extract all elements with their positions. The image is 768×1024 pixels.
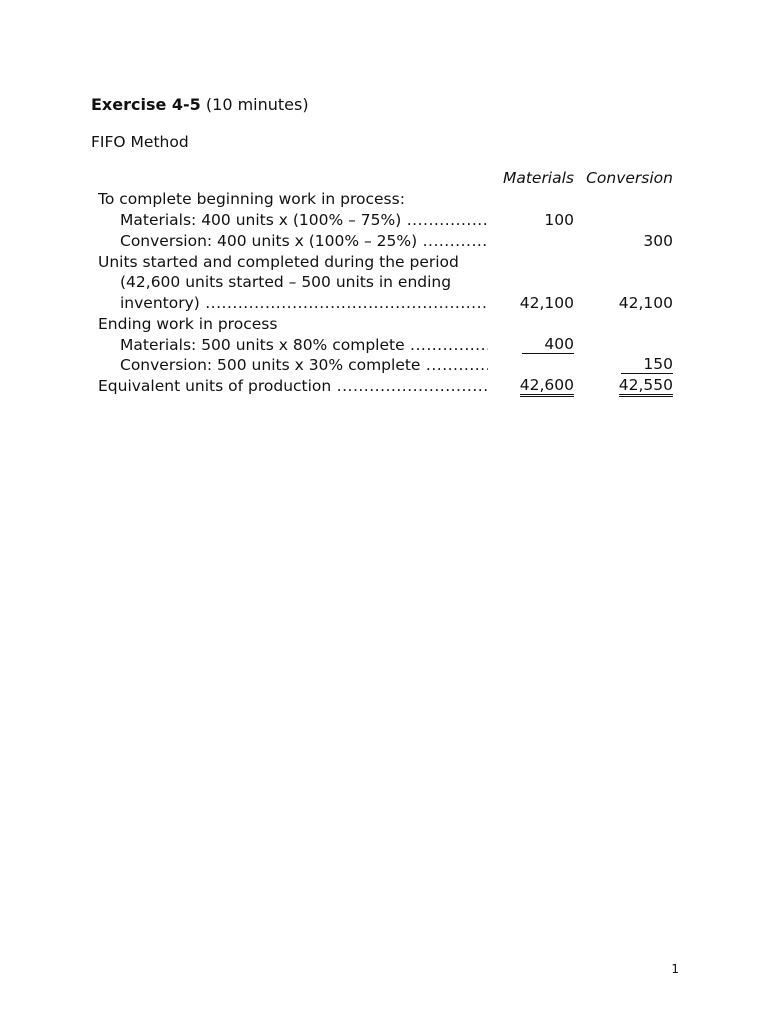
conversion-value: 42,100	[618, 294, 673, 312]
row-label: Equivalent units of production .....	[98, 376, 488, 397]
table-row	[0, 293, 768, 314]
row-label: (42,600 units started – 500 units in ending	[120, 273, 452, 291]
row-label: To complete beginning work in process:	[98, 190, 405, 208]
exercise-duration: (10 minutes)	[205, 95, 309, 114]
row-label: Materials: 400 units x (100% – 75%) .....	[120, 210, 488, 231]
conversion-value: 150	[621, 355, 673, 374]
table-row	[0, 231, 768, 252]
row-label: inventory) .....	[120, 293, 488, 314]
row-label: Conversion: 400 units x (100% – 25%) .....	[120, 231, 488, 252]
table-row	[0, 355, 768, 376]
row-label: Conversion: 500 units x 30% complete .....	[120, 355, 488, 376]
table-row	[0, 335, 768, 356]
materials-value: 42,100	[519, 294, 574, 312]
exercise-title	[91, 95, 309, 114]
table-row	[0, 210, 768, 231]
table-row-total	[0, 376, 768, 397]
exercise-label: Exercise 4-5	[91, 95, 201, 114]
conversion-total: 42,550	[619, 376, 673, 397]
materials-value: 100	[544, 211, 574, 229]
table-row	[0, 314, 768, 335]
table-row	[0, 189, 768, 210]
table-row	[0, 272, 768, 293]
method-heading: FIFO Method	[91, 133, 189, 151]
row-label: Units started and completed during the period	[98, 253, 459, 271]
materials-total: 42,600	[520, 376, 574, 397]
table-row	[0, 252, 768, 273]
materials-value: 400	[522, 335, 574, 354]
page-number: 1	[671, 962, 679, 976]
materials-column-header: Materials	[502, 169, 574, 187]
conversion-value: 300	[643, 232, 673, 250]
conversion-column-header: Conversion	[586, 169, 673, 187]
row-label: Ending work in process	[98, 315, 278, 333]
row-label: Materials: 500 units x 80% complete .....	[120, 335, 488, 356]
